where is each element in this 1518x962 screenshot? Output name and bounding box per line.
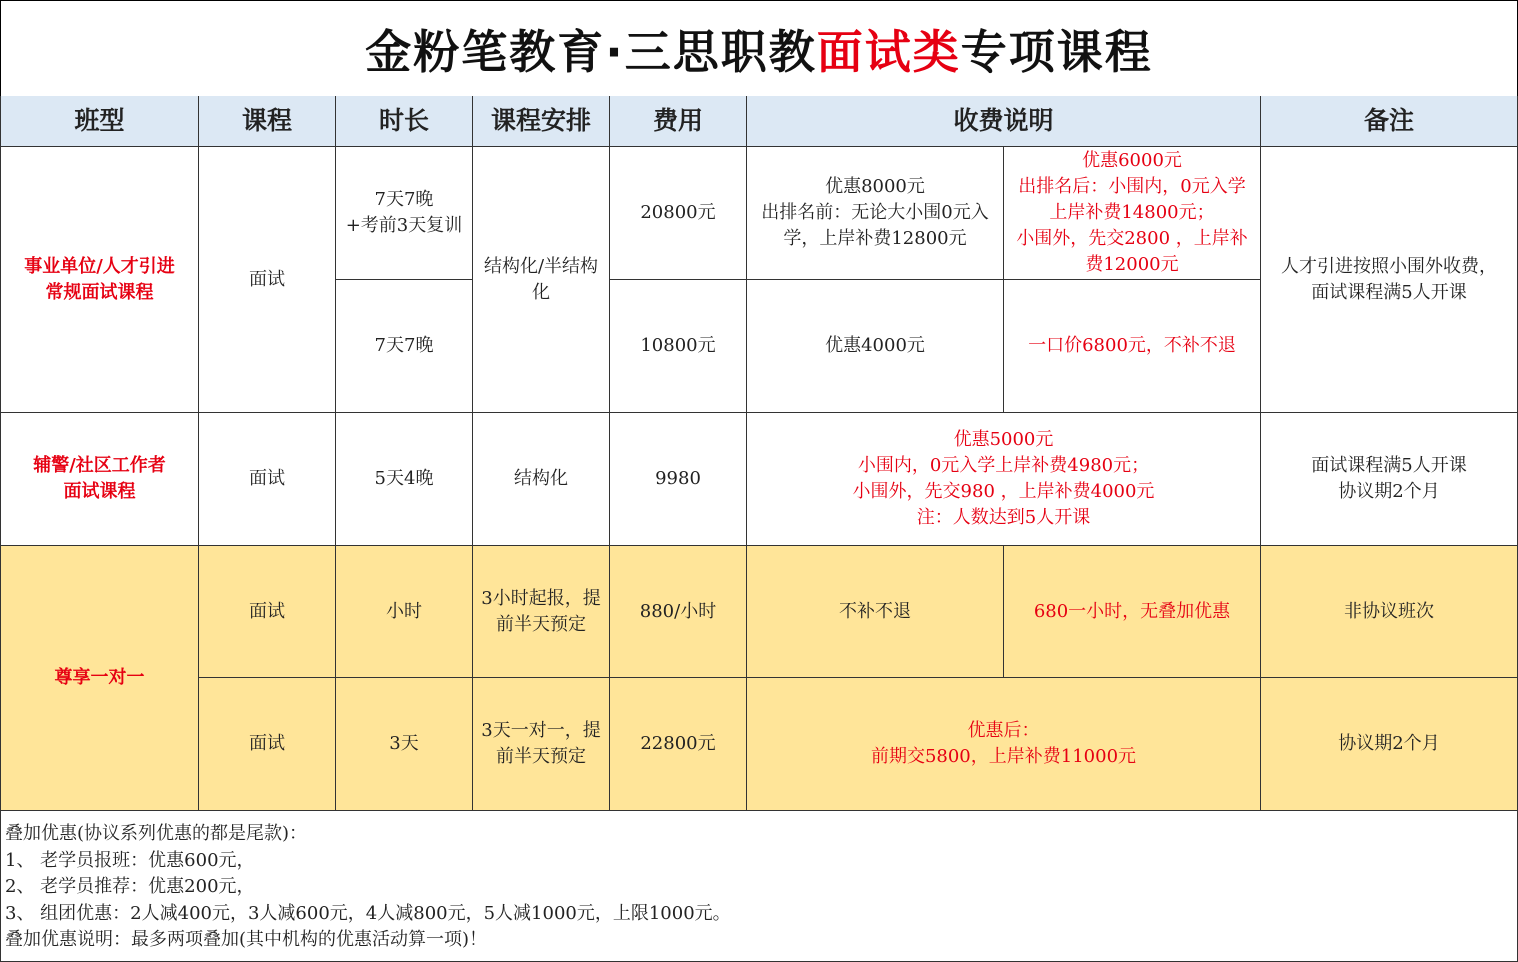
row2-arrangement: 结构化 <box>473 413 610 546</box>
row2-duration: 5天4晚 <box>336 413 473 546</box>
footer-line-2: 2、 老学员推荐：优惠200元， <box>5 876 255 897</box>
row3a-course: 面试 <box>199 546 336 678</box>
row1b-desc-fixed-price: 一口价6800元，不补不退 <box>1004 280 1261 413</box>
row3a-remarks: 非协议班次 <box>1261 546 1518 678</box>
row1-class-type: 事业单位/人才引进 常规面试课程 <box>0 147 199 413</box>
header-fee: 费用 <box>610 96 747 147</box>
row1-remarks: 人才引进按照小围外收费， 面试课程满5人开课 <box>1261 147 1518 413</box>
header-course: 课程 <box>199 96 336 147</box>
row3b-duration: 3天 <box>336 678 473 811</box>
row1a-fee: 20800元 <box>610 147 747 280</box>
row3b-course: 面试 <box>199 678 336 811</box>
row1-arrangement: 结构化/半结构 化 <box>473 147 610 413</box>
title-text-part1: 金粉笔教育·三思职教 <box>365 24 817 79</box>
title-highlight: 面试类 <box>816 24 961 79</box>
row3a-duration: 小时 <box>336 546 473 678</box>
header-duration: 时长 <box>336 96 473 147</box>
row1b-fee: 10800元 <box>610 280 747 413</box>
row2-course: 面试 <box>199 413 336 546</box>
title-text-part2: 专项课程 <box>960 24 1153 79</box>
row1a-desc-before-ranking: 优惠8000元 出排名前：无论大小围0元入 学，上岸补费12800元 <box>747 147 1004 280</box>
row1b-desc-discount: 优惠4000元 <box>747 280 1004 413</box>
row1a-duration: 7天7晚 +考前3天复训 <box>336 147 473 280</box>
row3b-fee-description: 优惠后： 前期交5800，上岸补费11000元 <box>747 678 1261 811</box>
row3a-fee: 880/小时 <box>610 546 747 678</box>
row3b-arrangement: 3天一对一，提 前半天预定 <box>473 678 610 811</box>
header-remarks: 备注 <box>1261 96 1518 147</box>
row3b-fee: 22800元 <box>610 678 747 811</box>
header-fee-description: 收费说明 <box>747 96 1261 147</box>
row3a-desc-hourly: 680一小时，无叠加优惠 <box>1004 546 1261 678</box>
row3a-desc-no-refund: 不补不退 <box>747 546 1004 678</box>
page-title <box>0 0 1518 97</box>
header-arrangement: 课程安排 <box>473 96 610 147</box>
row3a-arrangement: 3小时起报，提 前半天预定 <box>473 546 610 678</box>
row2-remarks: 面试课程满5人开课 协议期2个月 <box>1261 413 1518 546</box>
footer-line-summary: 叠加优惠说明：最多两项叠加(其中机构的优惠活动算一项)！ <box>5 929 488 950</box>
header-class-type: 班型 <box>0 96 199 147</box>
row3-class-type: 尊享一对一 <box>0 546 199 811</box>
row1b-duration: 7天7晚 <box>336 280 473 413</box>
footer-line-heading: 叠加优惠(协议系列优惠的都是尾款)： <box>5 823 308 844</box>
row3b-remarks: 协议期2个月 <box>1261 678 1518 811</box>
footer-line-1: 1、 老学员报班：优惠600元， <box>5 849 255 871</box>
footer-line-3: 3、 组团优惠：2人减400元，3人减600元，4人减800元，5人减1000元，上限1000元。 <box>5 902 731 924</box>
row1-course: 面试 <box>199 147 336 413</box>
row2-class-type: 辅警/社区工作者 面试课程 <box>0 413 199 546</box>
stacking-discount-notes <box>0 811 1518 962</box>
row1a-desc-after-ranking: 优惠6000元 出排名后：小围内，0元入学 上岸补费14800元； 小围外，先交2800 ，上岸补 费12000元 <box>1004 147 1261 280</box>
row2-fee-description: 优惠5000元 小围内，0元入学上岸补费4980元； 小围外，先交980 ，上岸补费4000元 注：人数达到5人开课 <box>747 413 1261 546</box>
row2-fee: 9980 <box>610 413 747 546</box>
